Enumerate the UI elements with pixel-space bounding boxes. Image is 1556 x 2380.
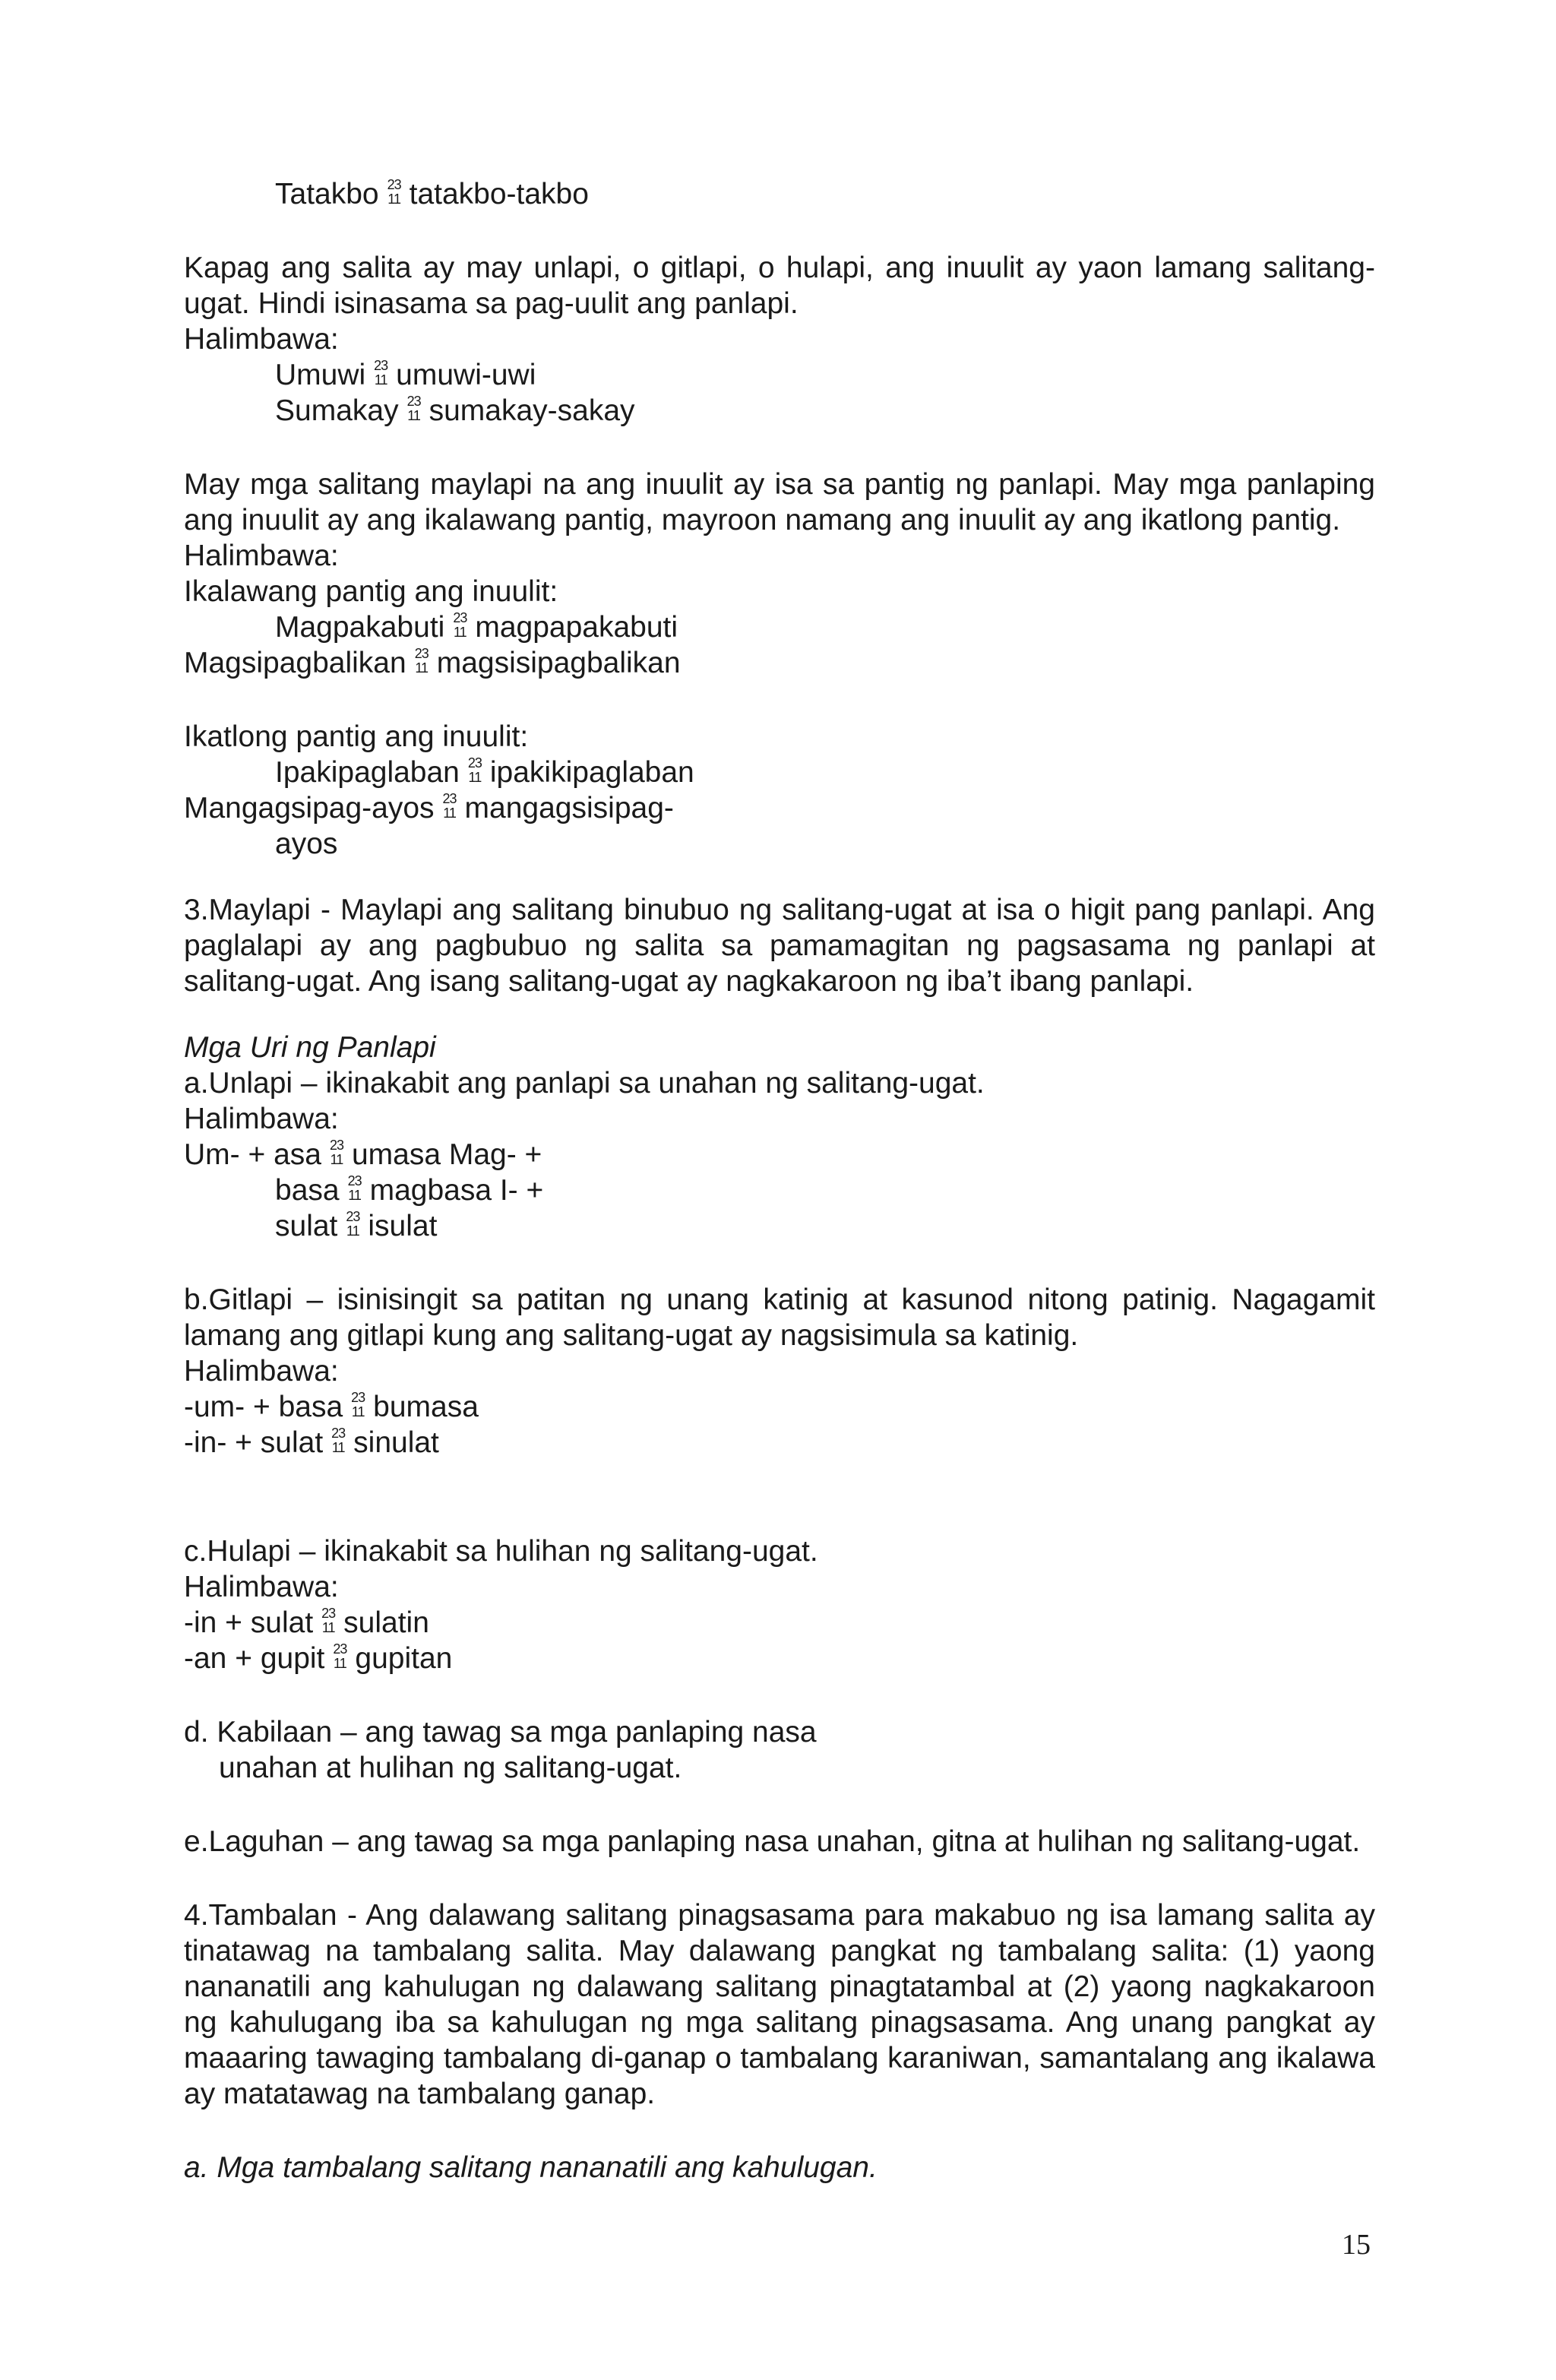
example-line: Magsipagbalikan 23 11 magsisipagbalikan xyxy=(184,646,681,679)
example-line: Magpakabuti 23 11 magpapakabuti xyxy=(275,610,678,644)
subheading: Ikatlong pantig ang inuulit: xyxy=(184,720,529,753)
example-line: sulat 23 11 isulat xyxy=(275,1209,438,1242)
section-heading: Mga Uri ng Panlapi xyxy=(184,1031,436,1064)
arrow-symbol: 23 11 xyxy=(467,755,482,785)
arrow-symbol: 23 11 xyxy=(453,610,467,640)
definition-laguhan: e.Laguhan – ang tawag sa mga panlaping nasa unahan, gitna at hulihan ng salitang-ugat. xyxy=(184,1825,1361,1858)
arrow-symbol: 23 11 xyxy=(346,1209,360,1239)
example-line: Umuwi 23 11 umuwi-uwi xyxy=(275,358,536,391)
paragraph-tambalan: 4.Tambalan - Ang dalawang salitang pinagsasama para makabuo ng isa lamang salita ay tinatawag na tambalang salita. May dalawang pangkat ng tambalang salita: (1) yaong nananatili ang kahulugan ng dalawang salitang pinagtatambal at (2) yaong nagkakaroon ng kahulugang iba sa kahulugan ng mga salitang pinagsasama. Ang unang pangkat ay maaaring tawaging tambalang di-ganap o tambalang karaniwan, samantalang ang ikalawa ay matatawag na tambalang ganap. xyxy=(184,1899,1375,2110)
subheading: Ikalawang pantig ang inuulit: xyxy=(184,575,558,608)
arrow-symbol: 23 11 xyxy=(351,1390,365,1419)
example-line: -an + gupit 23 11 gupitan xyxy=(184,1641,453,1675)
arrow-symbol: 23 11 xyxy=(321,1606,336,1635)
section-heading: a. Mga tambalang salitang nananatili ang kahulugan. xyxy=(184,2151,878,2184)
example-line: Mangagsipag-ayos 23 11 mangagsisipag- xyxy=(184,791,674,824)
definition-hulapi: c.Hulapi – ikinakabit sa hulihan ng salitang-ugat. xyxy=(184,1535,818,1568)
example-line-continuation: ayos xyxy=(275,828,338,860)
arrow-symbol: 23 11 xyxy=(406,394,421,423)
example-heading: Halimbawa: xyxy=(184,540,339,572)
arrow-symbol: 23 11 xyxy=(347,1173,362,1203)
example-line: Um- + asa 23 11 umasa Mag- + xyxy=(184,1138,542,1171)
example-line: -in + sulat 23 11 sulatin xyxy=(184,1606,429,1639)
example-heading: Halimbawa: xyxy=(184,1103,339,1135)
paragraph-pantig: May mga salitang maylapi na ang inuulit ay isa sa pantig ng panlapi. May mga panlaping ang inuulit ay ang ikalawang pantig, mayroon namang ang inuulit ay ang ikatlong pantig. xyxy=(184,468,1375,536)
arrow-symbol: 23 11 xyxy=(374,358,388,388)
arrow-symbol: 23 11 xyxy=(331,1426,346,1455)
arrow-symbol: 23 11 xyxy=(329,1138,343,1167)
example-line: basa 23 11 magbasa I- + xyxy=(275,1173,544,1207)
arrow-symbol: 23 11 xyxy=(442,791,457,821)
example-heading: Halimbawa: xyxy=(184,323,339,356)
definition-kabilaan-continuation: unahan at hulihan ng salitang-ugat. xyxy=(219,1752,682,1784)
example-line: -um- + basa 23 11 bumasa xyxy=(184,1390,479,1423)
example-line: Sumakay 23 11 sumakay-sakay xyxy=(275,394,635,427)
paragraph-unlapi-rule: Kapag ang salita ay may unlapi, o gitlapi, o hulapi, ang inuulit ay yaon lamang salitang-ugat. Hindi isinasama sa pag-uulit ang panlapi. xyxy=(184,252,1375,320)
example-line: Ipakipaglaban 23 11 ipakikipaglaban xyxy=(275,755,694,789)
example-line: -in- + sulat 23 11 sinulat xyxy=(184,1426,439,1459)
example-line: Tatakbo 23 11 tatakbo-takbo xyxy=(275,177,589,210)
page-number: 15 xyxy=(1342,2229,1371,2261)
arrow-symbol: 23 11 xyxy=(414,646,429,676)
example-heading: Halimbawa: xyxy=(184,1355,339,1388)
definition-unlapi: a.Unlapi – ikinakabit ang panlapi sa unahan ng salitang-ugat. xyxy=(184,1067,985,1100)
definition-gitlapi: b.Gitlapi – isinisingit sa patitan ng unang katinig at kasunod nitong patinig. Nagagamit lamang ang gitlapi kung ang salitang-ugat ay nagsisimula sa katinig. xyxy=(184,1283,1375,1352)
document-page xyxy=(184,176,1375,2185)
arrow-symbol: 23 11 xyxy=(387,177,401,207)
example-heading: Halimbawa: xyxy=(184,1571,339,1603)
arrow-symbol: 23 11 xyxy=(333,1641,347,1671)
definition-kabilaan: d. Kabilaan – ang tawag sa mga panlaping nasa xyxy=(184,1716,817,1749)
paragraph-maylapi: 3.Maylapi - Maylapi ang salitang binubuo ng salitang-ugat at isa o higit pang panlapi. Ang paglalapi ay ang pagbubuo ng salita sa pamamagitan ng pagsasama ng panlapi at salitang-ugat. Ang isang salitang-ugat ay nagkakaroon ng iba’t ibang panlapi. xyxy=(184,894,1375,998)
